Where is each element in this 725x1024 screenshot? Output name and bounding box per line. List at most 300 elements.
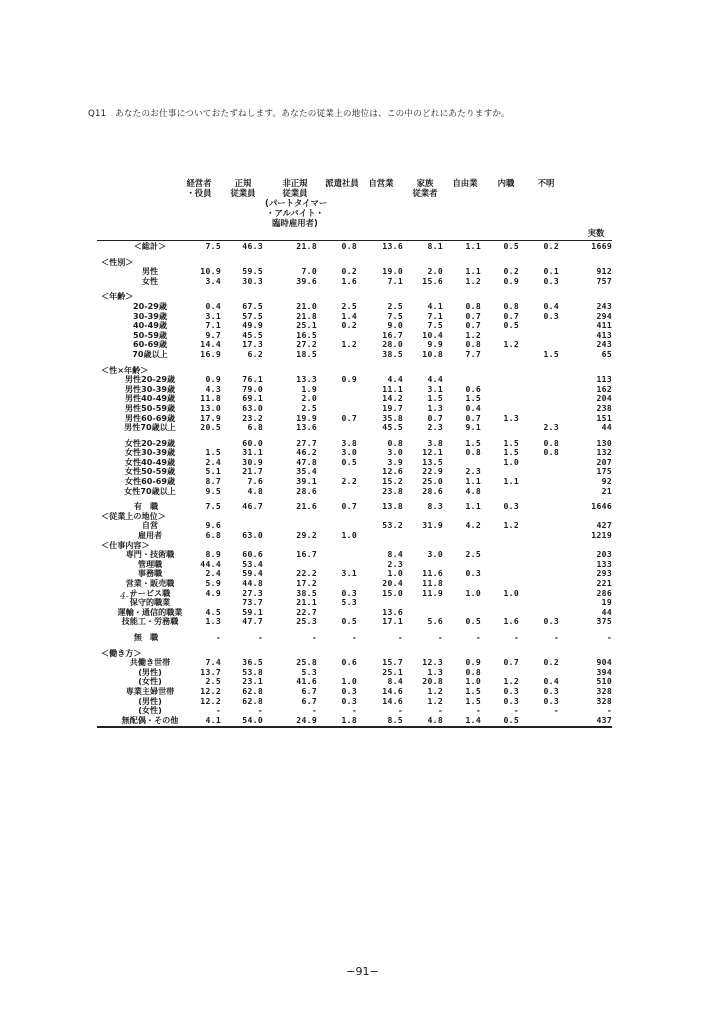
table-cell: 1.4 (465, 714, 481, 725)
table-cell: 17.9 (200, 412, 221, 423)
table-cell: 4.4 (387, 374, 403, 385)
table-cell: - (553, 631, 559, 642)
table-cell: 8.5 (387, 714, 403, 725)
page-number: −91− (346, 965, 379, 978)
table-cell: 4.9 (205, 587, 221, 598)
table-cell: 14.6 (382, 685, 403, 696)
table-cell: 11.6 (422, 568, 443, 579)
results-table (97, 178, 612, 728)
table-cell: 23.2 (242, 412, 263, 423)
table-cell: - (606, 631, 612, 642)
table-cell: 15.7 (382, 657, 403, 668)
table-cell: 17.2 (296, 578, 317, 588)
column-header: 不明 (537, 178, 555, 188)
table-cell: 204 (596, 393, 612, 404)
table-cell: 0.5 (503, 320, 519, 331)
table-cell: 3.8 (341, 437, 357, 448)
table-cell: 8.9 (205, 549, 221, 560)
table-cell: 1.1 (465, 266, 481, 277)
table-cell: 47.8 (296, 456, 317, 467)
table-cell: 30.3 (242, 275, 263, 286)
table-cell: 12.3 (422, 657, 443, 668)
table-cell: 8.7 (205, 476, 221, 487)
row-label: (男性) (138, 666, 162, 677)
table-cell: 19.9 (296, 412, 317, 423)
table-cell: 7.4 (205, 657, 221, 668)
table-cell: 411 (596, 320, 612, 331)
table-cell: 1.8 (341, 714, 357, 725)
table-cell: 7.5 (427, 320, 443, 331)
row-label: 50-59歳 (133, 329, 167, 340)
table-cell: 0.3 (465, 568, 481, 579)
table-cell: 21.1 (296, 597, 317, 608)
table-cell: 54.0 (242, 714, 263, 725)
table-cell: 1.0 (465, 587, 481, 598)
table-cell: 59.4 (242, 568, 263, 579)
table-cell: 44 (601, 606, 612, 617)
table-cell: 0.9 (465, 657, 481, 668)
table-cell: 21.8 (296, 310, 317, 321)
table-cell: 7.1 (427, 310, 443, 321)
row-label: ＜従業上の地位＞ (101, 510, 166, 521)
table-cell: 3.8 (427, 437, 443, 448)
table-cell: 19 (601, 597, 612, 608)
table-cell: 57.5 (242, 310, 263, 321)
table-cell: 3.0 (427, 549, 443, 560)
row-label: 男性40-49歳 (124, 393, 176, 404)
table-cell: 1.2 (503, 339, 519, 350)
table-cell: 9.9 (427, 339, 443, 350)
row-label: 運輸・通信的職業 (117, 606, 183, 617)
row-label: ＜仕事内容＞ (101, 539, 150, 550)
table-cell: 757 (596, 275, 612, 286)
table-cell: 25.0 (422, 476, 443, 487)
table-cell: 1.0 (503, 456, 519, 467)
table-cell: 30.9 (242, 456, 263, 467)
table-cell: 10.8 (422, 348, 443, 359)
table-cell: 1.2 (503, 676, 519, 687)
table-cell: 11.8 (200, 393, 221, 404)
table-cell: 0.9 (205, 374, 221, 385)
table-cell: 0.3 (543, 275, 559, 286)
table-cell: 0.8 (543, 437, 559, 448)
table-row (97, 340, 612, 350)
row-label: 女性70歳以上 (124, 485, 176, 496)
table-cell: 0.6 (465, 383, 481, 394)
row-label: ＜性別＞ (101, 256, 134, 267)
table-cell: 35.4 (296, 466, 317, 477)
table-cell: 13.8 (382, 501, 403, 512)
table-cell: 6.8 (205, 530, 221, 541)
table-cell: 3.0 (387, 447, 403, 458)
table-row (97, 277, 612, 287)
table-cell: 328 (596, 685, 612, 696)
table-cell: 0.2 (543, 241, 559, 251)
table-cell: 1219 (591, 530, 612, 541)
table-cell: 19.7 (382, 402, 403, 413)
table-cell: 3.9 (387, 456, 403, 467)
table-cell: 13.0 (200, 402, 221, 413)
table-cell: 22.2 (296, 568, 317, 579)
table-row (97, 716, 612, 726)
table-cell: 25.3 (296, 616, 317, 627)
table-cell: 65 (601, 348, 612, 359)
row-label: 有職 (133, 501, 167, 512)
table-cell: 113 (596, 374, 612, 385)
table-body (97, 242, 612, 725)
table-cell: - (215, 705, 221, 716)
column-header: 正規 従業員 (230, 178, 256, 198)
table-cell: - (311, 705, 317, 716)
table-cell: - (397, 705, 403, 716)
table-cell: 0.4 (205, 300, 221, 311)
table-cell: 20.8 (422, 676, 443, 687)
table-cell: 28.6 (422, 485, 443, 496)
table-cell: - (351, 705, 357, 716)
table-cell: 25.8 (296, 657, 317, 668)
table-cell: 912 (596, 266, 612, 277)
table-cell: - (351, 631, 357, 642)
table-cell: 13.6 (382, 606, 403, 617)
table-cell: 203 (596, 549, 612, 560)
table-cell: 14.2 (382, 393, 403, 404)
table-cell: 2.5 (205, 676, 221, 687)
table-cell: 63.0 (242, 530, 263, 541)
table-cell: 0.8 (465, 666, 481, 677)
table-cell: 162 (596, 383, 612, 394)
table-row (97, 502, 612, 512)
row-label: 管理職 (137, 558, 163, 569)
table-cell: 67.5 (242, 300, 263, 311)
table-cell: 46.3 (242, 241, 263, 251)
table-cell: 22.9 (422, 466, 443, 477)
table-cell: 60.0 (242, 437, 263, 448)
table-cell: 59.5 (242, 266, 263, 277)
table-cell: 53.8 (242, 666, 263, 677)
table-cell: 133 (596, 558, 612, 569)
table-row (97, 423, 612, 433)
table-cell: 1.0 (465, 676, 481, 687)
table-cell: 31.1 (242, 447, 263, 458)
table-cell: 47.7 (242, 616, 263, 627)
column-header: 自営業 (368, 178, 394, 188)
row-label: (男性) (138, 695, 162, 706)
table-row (97, 633, 612, 643)
row-label: 女性60-69歳 (124, 476, 176, 487)
table-cell: 1.2 (465, 275, 481, 286)
table-cell: 7.6 (247, 476, 263, 487)
table-header (97, 178, 612, 242)
table-cell: 1.2 (427, 685, 443, 696)
table-cell: 21 (601, 485, 612, 496)
table-cell: 0.2 (543, 657, 559, 668)
table-row (97, 242, 612, 252)
row-label: 専門・技術職 (125, 549, 175, 560)
table-cell: 7.7 (465, 348, 481, 359)
table-cell: 15.2 (382, 476, 403, 487)
table-cell: 1.1 (465, 501, 481, 512)
table-cell: 69.1 (242, 393, 263, 404)
table-cell: 3.4 (205, 275, 221, 286)
row-label: ＜性×年齢＞ (101, 364, 149, 375)
table-cell: 45.5 (382, 422, 403, 433)
row-label: 共働き世帯 (129, 657, 171, 668)
table-cell: 7.5 (205, 501, 221, 512)
table-cell: 0.3 (503, 501, 519, 512)
table-cell: 1.5 (427, 393, 443, 404)
row-label: 女性40-49歳 (124, 456, 176, 467)
row-label: 事務職 (137, 568, 163, 579)
table-cell: 4.2 (465, 520, 481, 531)
table-cell: 7.1 (205, 320, 221, 331)
column-header: 非正規 従業員 (パートタイマー ・アルバイト・ 臨時雇用者) (265, 178, 328, 228)
table-cell: 63.0 (242, 402, 263, 413)
table-cell: 1.5 (465, 685, 481, 696)
row-label: 女性20-29歳 (124, 437, 176, 448)
table-cell: 10.4 (422, 329, 443, 340)
table-cell: 1.5 (465, 393, 481, 404)
table-cell: 1.4 (341, 310, 357, 321)
table-cell: 6.7 (301, 685, 317, 696)
table-row (97, 569, 612, 579)
table-cell: 62.8 (242, 695, 263, 706)
table-cell: 3.1 (205, 310, 221, 321)
bottom-rule (97, 726, 612, 728)
table-cell: 427 (596, 520, 612, 531)
table-cell: - (475, 705, 481, 716)
table-row (97, 541, 612, 551)
table-cell: 1.6 (341, 275, 357, 286)
table-cell: 0.8 (465, 447, 481, 458)
table-cell: 9.5 (205, 485, 221, 496)
table-cell: 21.7 (242, 466, 263, 477)
table-cell: - (397, 631, 403, 642)
table-cell: 1.5 (465, 695, 481, 706)
table-cell: 286 (596, 587, 612, 598)
table-cell: 130 (596, 437, 612, 448)
table-cell: 38.5 (382, 348, 403, 359)
table-cell: 0.3 (341, 587, 357, 598)
table-cell: 413 (596, 329, 612, 340)
table-cell: 0.4 (543, 676, 559, 687)
table-cell: 3.0 (341, 447, 357, 458)
table-cell: 39.6 (296, 275, 317, 286)
table-cell: 1.5 (503, 447, 519, 458)
table-cell: 0.3 (503, 685, 519, 696)
row-label: 雇用者 (137, 530, 163, 541)
table-cell: 1669 (591, 241, 612, 251)
table-cell: 11.9 (422, 587, 443, 598)
table-cell: 3.1 (341, 568, 357, 579)
table-cell: 19.0 (382, 266, 403, 277)
table-row (97, 350, 612, 360)
table-cell: 4.1 (427, 300, 443, 311)
row-label: 男性30-39歳 (124, 383, 176, 394)
table-cell: 5.3 (341, 597, 357, 608)
row-label: 専業主婦世帯 (125, 685, 175, 696)
question-text: Q11 あなたのお仕事についておたずねします。あなたの従業上の地位は、この中のどれにあたりますか。 (88, 109, 510, 119)
table-cell: 2.3 (543, 422, 559, 433)
table-cell: 0.8 (387, 437, 403, 448)
table-cell: 4.5 (205, 606, 221, 617)
table-cell: - (257, 705, 263, 716)
table-cell: 0.5 (503, 241, 519, 251)
table-cell: 2.5 (387, 300, 403, 311)
table-cell: 9.6 (205, 520, 221, 531)
table-cell: 0.3 (341, 695, 357, 706)
table-cell: 132 (596, 447, 612, 458)
table-cell: 2.3 (465, 466, 481, 477)
table-cell: 1646 (591, 501, 612, 512)
table-cell: 1.0 (341, 676, 357, 687)
table-cell: 45.5 (242, 329, 263, 340)
table-cell: 5.3 (301, 666, 317, 677)
row-label: 40-49歳 (133, 320, 167, 331)
table-cell: 12.2 (200, 685, 221, 696)
table-cell: 0.7 (341, 501, 357, 512)
table-cell: 79.0 (242, 383, 263, 394)
table-cell: 44.4 (200, 558, 221, 569)
table-cell: 394 (596, 666, 612, 677)
row-label: 男性 (141, 266, 159, 277)
table-cell: - (311, 631, 317, 642)
table-cell: 9.0 (387, 320, 403, 331)
table-cell: 0.2 (503, 266, 519, 277)
table-cell: 0.6 (341, 657, 357, 668)
row-label: 20-29歳 (133, 300, 167, 311)
table-cell: 59.1 (242, 606, 263, 617)
table-cell: 13.5 (422, 456, 443, 467)
table-cell: 0.7 (465, 412, 481, 423)
table-cell: 49.9 (242, 320, 263, 331)
handwritten-note: 4-1 (120, 592, 135, 602)
table-cell: 44.8 (242, 578, 263, 588)
column-header: 派遣社員 (325, 178, 359, 188)
table-cell: - (606, 705, 612, 716)
table-cell: 0.3 (543, 616, 559, 627)
table-cell: 2.3 (427, 422, 443, 433)
table-cell: 46.7 (242, 501, 263, 512)
table-cell: 6.7 (301, 695, 317, 706)
column-header: 内職 (497, 178, 515, 188)
table-cell: 13.3 (296, 374, 317, 385)
table-cell: 2.4 (205, 568, 221, 579)
table-cell: 510 (596, 676, 612, 687)
table-cell: - (257, 631, 263, 642)
table-cell: 11.8 (422, 578, 443, 588)
table-cell: 29.2 (296, 530, 317, 541)
table-cell: 0.1 (543, 266, 559, 277)
table-cell: 0.3 (503, 695, 519, 706)
table-cell: 0.5 (341, 456, 357, 467)
row-label: (女性) (138, 676, 162, 687)
table-cell: 39.1 (296, 476, 317, 487)
table-cell: 2.4 (205, 456, 221, 467)
table-cell: 0.4 (543, 300, 559, 311)
table-cell: 328 (596, 695, 612, 706)
table-cell: 0.3 (543, 310, 559, 321)
row-label: 男性60-69歳 (124, 412, 176, 423)
row-label: ＜総計＞ (133, 241, 167, 251)
table-cell: 1.3 (427, 666, 443, 677)
row-label: 自営 (141, 520, 159, 531)
table-cell: 41.6 (296, 676, 317, 687)
table-cell: 12.1 (422, 447, 443, 458)
table-cell: 0.3 (543, 685, 559, 696)
table-cell: 14.4 (200, 339, 221, 350)
row-label: 女性30-39歳 (124, 447, 176, 458)
table-cell: 0.7 (503, 657, 519, 668)
table-cell: 0.3 (543, 695, 559, 706)
table-cell: 2.5 (465, 549, 481, 560)
table-cell: 13.6 (382, 241, 403, 251)
table-cell: 1.5 (205, 447, 221, 458)
table-cell: 0.7 (465, 320, 481, 331)
table-cell: 2.5 (341, 300, 357, 311)
row-label: 無配偶・その他 (121, 714, 179, 725)
table-cell: - (475, 631, 481, 642)
table-cell: 16.7 (382, 329, 403, 340)
table-cell: 53.2 (382, 520, 403, 531)
row-label: ＜働き方＞ (101, 647, 142, 658)
table-cell: 1.5 (503, 437, 519, 448)
table-cell: 25.1 (382, 666, 403, 677)
table-cell: - (437, 631, 443, 642)
table-cell: 20.4 (382, 578, 403, 588)
table-cell: 36.5 (242, 657, 263, 668)
table-cell: 0.5 (503, 714, 519, 725)
table-cell: 243 (596, 339, 612, 350)
row-label: (女性) (138, 705, 162, 716)
table-cell: 24.9 (296, 714, 317, 725)
table-cell: 1.1 (503, 476, 519, 487)
table-cell: 35.8 (382, 412, 403, 423)
table-cell: 7.5 (205, 241, 221, 251)
table-cell: 1.1 (465, 476, 481, 487)
row-label: ＜年齢＞ (101, 291, 134, 302)
table-cell: 1.2 (341, 339, 357, 350)
table-cell: 18.5 (296, 348, 317, 359)
row-label: 技能工・労務職 (121, 616, 179, 627)
table-cell: 0.8 (341, 241, 357, 251)
table-cell: 17.1 (382, 616, 403, 627)
table-cell: 1.1 (465, 241, 481, 251)
column-header: 自由業 (452, 178, 478, 188)
table-row (97, 658, 612, 668)
table-cell: 1.6 (503, 616, 519, 627)
row-label: 保守的職業 (129, 597, 171, 608)
table-cell: 13.7 (200, 666, 221, 677)
table-cell: 92 (601, 476, 612, 487)
table-cell: 243 (596, 300, 612, 311)
table-cell: 12.2 (200, 695, 221, 706)
table-cell: 0.4 (465, 402, 481, 413)
table-cell: 5.6 (427, 616, 443, 627)
table-cell: 0.9 (503, 275, 519, 286)
table-cell: - (437, 705, 443, 716)
table-cell: - (553, 705, 559, 716)
table-cell: 1.2 (427, 695, 443, 706)
table-cell: 4.3 (205, 383, 221, 394)
table-row (97, 321, 612, 331)
table-cell: 1.3 (503, 412, 519, 423)
table-cell: 7.1 (387, 275, 403, 286)
table-cell: 8.4 (387, 676, 403, 687)
table-cell: 0.3 (341, 685, 357, 696)
row-label: 男性50-59歳 (124, 402, 176, 413)
table-cell: 1.3 (427, 402, 443, 413)
table-cell: 2.0 (427, 266, 443, 277)
